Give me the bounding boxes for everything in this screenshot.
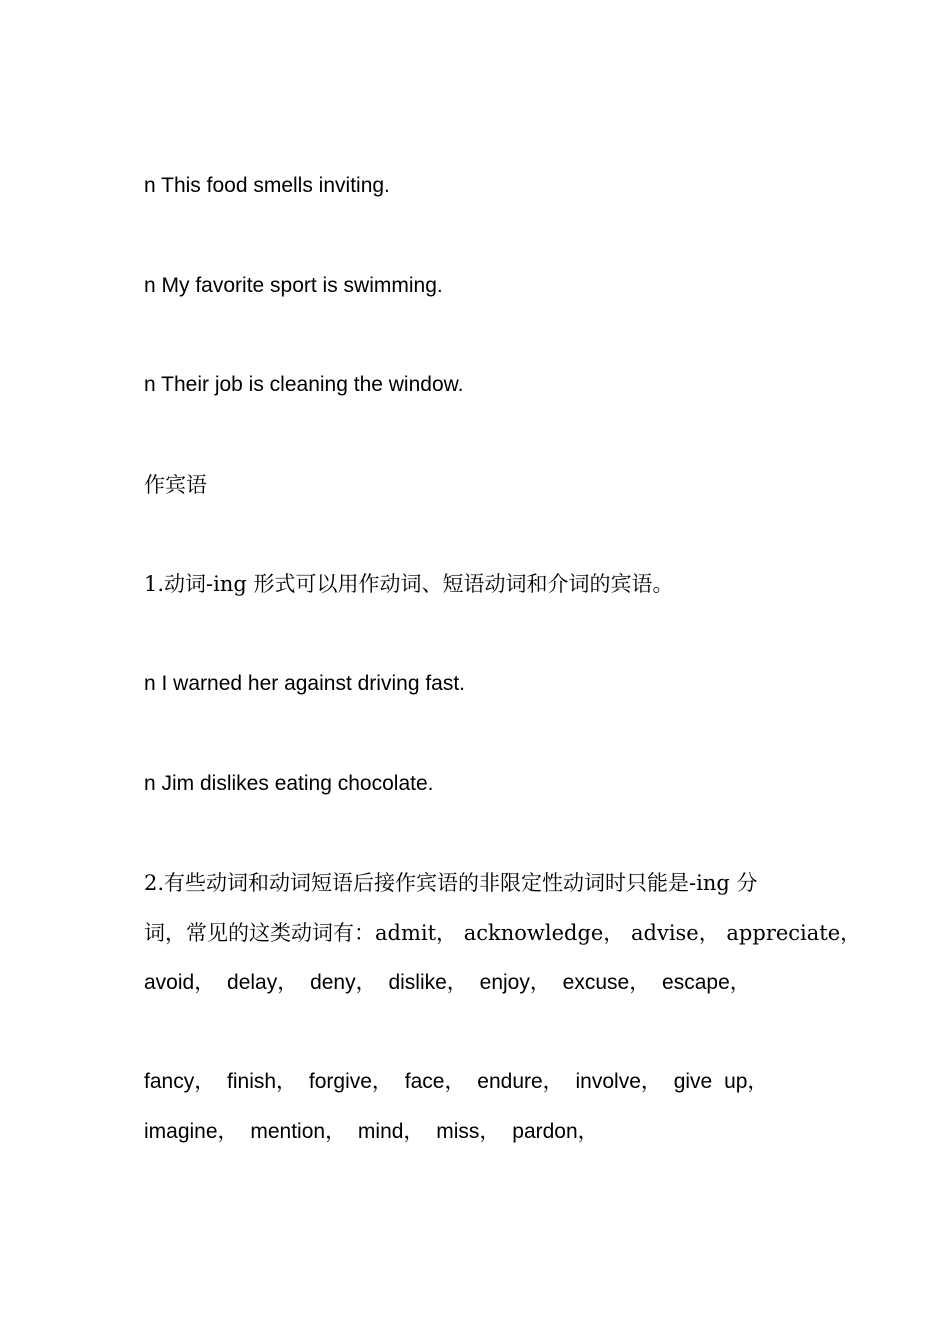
example-sentence-5: n Jim dislikes eating chocolate.: [144, 772, 434, 795]
example-sentence-2: n My favorite sport is swimming.: [144, 274, 443, 297]
example-sentence-3: n Their job is cleaning the window.: [144, 373, 464, 396]
example-sentence-1: n This food smells inviting.: [144, 174, 390, 197]
example-sentence-4: n I warned her against driving fast.: [144, 672, 466, 695]
rule-2-line-2: 词，常见的这类动词有：admit， acknowledge， advise， appreciate，: [144, 921, 862, 945]
rule-2-line-1: 2.有些动词和动词短语后接作宾语的非限定性动词时只能是-ing 分: [144, 871, 758, 895]
verb-list-line-2: fancy， finish， forgive， face， endure， involve， give up，: [144, 1070, 769, 1093]
rule-1: 1.动词-ing 形式可以用作动词、短语动词和介词的宾语。: [144, 572, 674, 596]
verb-list-line-3: imagine， mention， mind， miss， pardon，: [144, 1120, 599, 1143]
verb-list-line-1: avoid， delay， deny， dislike， enjoy， excuse， escape，: [144, 971, 751, 994]
section-heading: 作宾语: [144, 473, 207, 497]
